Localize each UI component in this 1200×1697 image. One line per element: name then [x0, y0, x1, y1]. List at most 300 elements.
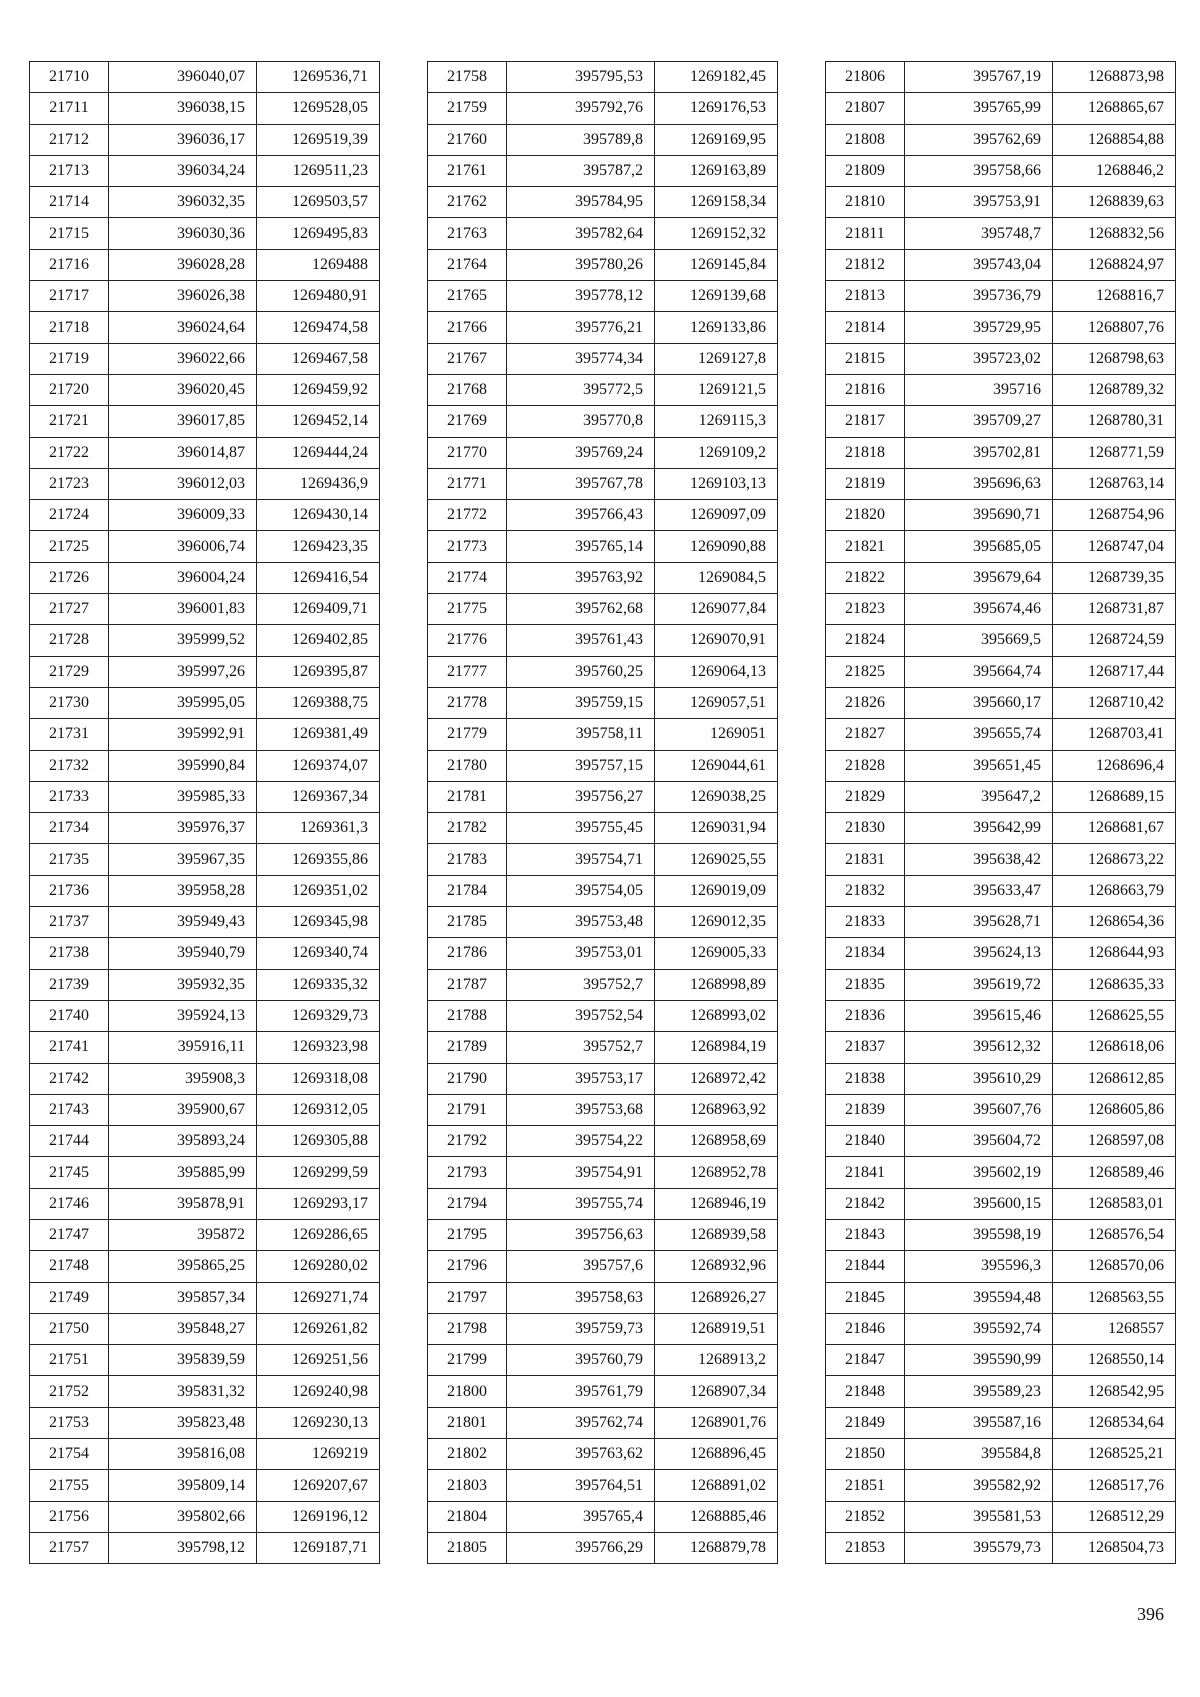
x-coordinate-cell: 395765,99 [905, 93, 1053, 124]
y-coordinate-cell: 1269402,85 [257, 625, 380, 656]
point-number-cell: 21813 [826, 281, 905, 312]
x-coordinate-cell: 395789,8 [507, 124, 655, 155]
x-coordinate-cell: 396004,24 [109, 562, 257, 593]
point-number-cell: 21719 [30, 343, 109, 374]
table-row [826, 625, 1176, 656]
point-number-cell: 21814 [826, 312, 905, 343]
point-number-cell: 21794 [428, 1188, 507, 1219]
y-coordinate-cell: 1268681,67 [1053, 813, 1176, 844]
y-coordinate-cell: 1269409,71 [257, 594, 380, 625]
table-row [826, 312, 1176, 343]
x-coordinate-cell: 395690,71 [905, 500, 1053, 531]
y-coordinate-cell: 1268703,41 [1053, 719, 1176, 750]
y-coordinate-cell: 1269459,92 [257, 374, 380, 405]
y-coordinate-cell: 1269388,75 [257, 687, 380, 718]
table-row [30, 687, 380, 718]
table-row [428, 1000, 778, 1031]
point-number-cell: 21716 [30, 249, 109, 280]
x-coordinate-cell: 395679,64 [905, 562, 1053, 593]
y-coordinate-cell: 1269367,34 [257, 781, 380, 812]
x-coordinate-cell: 395885,99 [109, 1157, 257, 1188]
x-coordinate-cell: 395587,16 [905, 1407, 1053, 1438]
point-number-cell: 21722 [30, 437, 109, 468]
point-number-cell: 21740 [30, 1000, 109, 1031]
table-row [30, 500, 380, 531]
point-number-cell: 21799 [428, 1345, 507, 1376]
y-coordinate-cell: 1268644,93 [1053, 938, 1176, 969]
table-row [826, 187, 1176, 218]
y-coordinate-cell: 1269286,65 [257, 1219, 380, 1250]
x-coordinate-cell: 395696,63 [905, 468, 1053, 499]
point-number-cell: 21831 [826, 844, 905, 875]
y-coordinate-cell: 1268839,63 [1053, 187, 1176, 218]
point-number-cell: 21783 [428, 844, 507, 875]
point-number-cell: 21800 [428, 1376, 507, 1407]
table-row [428, 594, 778, 625]
x-coordinate-cell: 395762,68 [507, 594, 655, 625]
x-coordinate-cell: 395764,51 [507, 1470, 655, 1501]
x-coordinate-cell: 395985,33 [109, 781, 257, 812]
point-number-cell: 21718 [30, 312, 109, 343]
table-row [428, 1251, 778, 1282]
table-row [826, 437, 1176, 468]
point-number-cell: 21752 [30, 1376, 109, 1407]
point-number-cell: 21851 [826, 1470, 905, 1501]
y-coordinate-cell: 1269374,07 [257, 750, 380, 781]
y-coordinate-cell: 1268993,02 [655, 1000, 778, 1031]
point-number-cell: 21721 [30, 406, 109, 437]
table-row [30, 1470, 380, 1501]
x-coordinate-cell: 396014,87 [109, 437, 257, 468]
x-coordinate-cell: 395702,81 [905, 437, 1053, 468]
point-number-cell: 21848 [826, 1376, 905, 1407]
point-number-cell: 21795 [428, 1219, 507, 1250]
table-row [428, 813, 778, 844]
y-coordinate-cell: 1269430,14 [257, 500, 380, 531]
point-number-cell: 21724 [30, 500, 109, 531]
table-row [30, 750, 380, 781]
x-coordinate-cell: 395628,71 [905, 907, 1053, 938]
x-coordinate-cell: 395589,23 [905, 1376, 1053, 1407]
y-coordinate-cell: 1269280,02 [257, 1251, 380, 1282]
y-coordinate-cell: 1269261,82 [257, 1313, 380, 1344]
y-coordinate-cell: 1268550,14 [1053, 1345, 1176, 1376]
table-row [30, 93, 380, 124]
table-row [30, 343, 380, 374]
point-number-cell: 21769 [428, 406, 507, 437]
x-coordinate-cell: 396034,24 [109, 155, 257, 186]
point-number-cell: 21820 [826, 500, 905, 531]
point-number-cell: 21733 [30, 781, 109, 812]
table-row [826, 1376, 1176, 1407]
point-number-cell: 21785 [428, 907, 507, 938]
table-row [30, 1157, 380, 1188]
point-number-cell: 21834 [826, 938, 905, 969]
point-number-cell: 21824 [826, 625, 905, 656]
point-number-cell: 21807 [826, 93, 905, 124]
y-coordinate-cell: 1268896,45 [655, 1439, 778, 1470]
table-row [30, 938, 380, 969]
y-coordinate-cell: 1268832,56 [1053, 218, 1176, 249]
table-row [826, 124, 1176, 155]
table-row [428, 93, 778, 124]
x-coordinate-cell: 395848,27 [109, 1313, 257, 1344]
y-coordinate-cell: 1269207,67 [257, 1470, 380, 1501]
y-coordinate-cell: 1268879,78 [655, 1532, 778, 1563]
point-number-cell: 21736 [30, 875, 109, 906]
point-number-cell: 21742 [30, 1063, 109, 1094]
point-number-cell: 21745 [30, 1157, 109, 1188]
y-coordinate-cell: 1268984,19 [655, 1032, 778, 1063]
point-number-cell: 21847 [826, 1345, 905, 1376]
table-row [30, 1188, 380, 1219]
x-coordinate-cell: 395651,45 [905, 750, 1053, 781]
y-coordinate-cell: 1269519,39 [257, 124, 380, 155]
table-row [826, 1439, 1176, 1470]
table-row [428, 218, 778, 249]
point-number-cell: 21791 [428, 1094, 507, 1125]
y-coordinate-cell: 1269240,98 [257, 1376, 380, 1407]
x-coordinate-cell: 395755,74 [507, 1188, 655, 1219]
table-row [826, 656, 1176, 687]
x-coordinate-cell: 395787,2 [507, 155, 655, 186]
table-row [428, 1032, 778, 1063]
x-coordinate-cell: 395780,26 [507, 249, 655, 280]
table-row [428, 187, 778, 218]
point-number-cell: 21805 [428, 1532, 507, 1563]
x-coordinate-cell: 395857,34 [109, 1282, 257, 1313]
table-row [826, 93, 1176, 124]
point-number-cell: 21770 [428, 437, 507, 468]
y-coordinate-cell: 1269012,35 [655, 907, 778, 938]
x-coordinate-cell: 395809,14 [109, 1470, 257, 1501]
table-row [826, 844, 1176, 875]
y-coordinate-cell: 1269467,58 [257, 343, 380, 374]
x-coordinate-cell: 395762,69 [905, 124, 1053, 155]
table-row [428, 155, 778, 186]
table-row [826, 1126, 1176, 1157]
table-row [428, 468, 778, 499]
table-row [826, 1188, 1176, 1219]
y-coordinate-cell: 1268504,73 [1053, 1532, 1176, 1563]
table-row [428, 844, 778, 875]
point-number-cell: 21822 [826, 562, 905, 593]
y-coordinate-cell: 1268754,96 [1053, 500, 1176, 531]
x-coordinate-cell: 396036,17 [109, 124, 257, 155]
y-coordinate-cell: 1268919,51 [655, 1313, 778, 1344]
point-number-cell: 21826 [826, 687, 905, 718]
point-number-cell: 21777 [428, 656, 507, 687]
table-row [428, 750, 778, 781]
x-coordinate-cell: 395792,76 [507, 93, 655, 124]
point-number-cell: 21781 [428, 781, 507, 812]
y-coordinate-cell: 1269219 [257, 1439, 380, 1470]
x-coordinate-cell: 395755,45 [507, 813, 655, 844]
table-row [30, 625, 380, 656]
x-coordinate-cell: 395878,91 [109, 1188, 257, 1219]
x-coordinate-cell: 395940,79 [109, 938, 257, 969]
table-row [428, 500, 778, 531]
table-row [428, 249, 778, 280]
y-coordinate-cell: 1269019,09 [655, 875, 778, 906]
point-number-cell: 21729 [30, 656, 109, 687]
x-coordinate-cell: 395839,59 [109, 1345, 257, 1376]
table-row [30, 531, 380, 562]
x-coordinate-cell: 395612,32 [905, 1032, 1053, 1063]
y-coordinate-cell: 1268583,01 [1053, 1188, 1176, 1219]
table-row [428, 562, 778, 593]
table-row [30, 468, 380, 499]
x-coordinate-cell: 395908,3 [109, 1063, 257, 1094]
point-number-cell: 21823 [826, 594, 905, 625]
x-coordinate-cell: 395976,37 [109, 813, 257, 844]
y-coordinate-cell: 1269025,55 [655, 844, 778, 875]
table-row [30, 187, 380, 218]
table-row [826, 969, 1176, 1000]
point-number-cell: 21816 [826, 374, 905, 405]
y-coordinate-cell: 1269511,23 [257, 155, 380, 186]
y-coordinate-cell: 1269299,59 [257, 1157, 380, 1188]
x-coordinate-cell: 395729,95 [905, 312, 1053, 343]
table-row [428, 656, 778, 687]
table-row [428, 719, 778, 750]
table-row [826, 249, 1176, 280]
table-row [826, 719, 1176, 750]
point-number-cell: 21840 [826, 1126, 905, 1157]
y-coordinate-cell: 1268731,87 [1053, 594, 1176, 625]
x-coordinate-cell: 395761,43 [507, 625, 655, 656]
x-coordinate-cell: 395642,99 [905, 813, 1053, 844]
y-coordinate-cell: 1269176,53 [655, 93, 778, 124]
point-number-cell: 21741 [30, 1032, 109, 1063]
x-coordinate-cell: 395709,27 [905, 406, 1053, 437]
x-coordinate-cell: 395759,73 [507, 1313, 655, 1344]
point-number-cell: 21748 [30, 1251, 109, 1282]
table-row [30, 813, 380, 844]
table-row [30, 1063, 380, 1094]
y-coordinate-cell: 1268789,32 [1053, 374, 1176, 405]
table-row [30, 781, 380, 812]
table-row [428, 625, 778, 656]
x-coordinate-cell: 395761,79 [507, 1376, 655, 1407]
x-coordinate-cell: 395778,12 [507, 281, 655, 312]
x-coordinate-cell: 395753,17 [507, 1063, 655, 1094]
x-coordinate-cell: 395760,25 [507, 656, 655, 687]
x-coordinate-cell: 395757,6 [507, 1251, 655, 1282]
point-number-cell: 21780 [428, 750, 507, 781]
table-row [826, 1345, 1176, 1376]
x-coordinate-cell: 395765,4 [507, 1501, 655, 1532]
x-coordinate-cell: 395900,67 [109, 1094, 257, 1125]
x-coordinate-cell: 395770,8 [507, 406, 655, 437]
y-coordinate-cell: 1268605,86 [1053, 1094, 1176, 1125]
point-number-cell: 21843 [826, 1219, 905, 1250]
y-coordinate-cell: 1268873,98 [1053, 62, 1176, 93]
table-row [30, 1032, 380, 1063]
y-coordinate-cell: 1269133,86 [655, 312, 778, 343]
x-coordinate-cell: 395753,91 [905, 187, 1053, 218]
point-number-cell: 21825 [826, 656, 905, 687]
x-coordinate-cell: 395802,66 [109, 1501, 257, 1532]
table-row [826, 1157, 1176, 1188]
y-coordinate-cell: 1269187,71 [257, 1532, 380, 1563]
table-row [826, 594, 1176, 625]
y-coordinate-cell: 1269097,09 [655, 500, 778, 531]
y-coordinate-cell: 1268589,46 [1053, 1157, 1176, 1188]
y-coordinate-cell: 1269444,24 [257, 437, 380, 468]
x-coordinate-cell: 395624,13 [905, 938, 1053, 969]
x-coordinate-cell: 395633,47 [905, 875, 1053, 906]
table-row [826, 687, 1176, 718]
y-coordinate-cell: 1269312,05 [257, 1094, 380, 1125]
coordinate-table-body [826, 62, 1176, 1564]
table-row [428, 1313, 778, 1344]
point-number-cell: 21728 [30, 625, 109, 656]
x-coordinate-cell: 395596,3 [905, 1251, 1053, 1282]
point-number-cell: 21827 [826, 719, 905, 750]
point-number-cell: 21732 [30, 750, 109, 781]
table-row [826, 218, 1176, 249]
point-number-cell: 21786 [428, 938, 507, 969]
y-coordinate-cell: 1269528,05 [257, 93, 380, 124]
point-number-cell: 21771 [428, 468, 507, 499]
point-number-cell: 21778 [428, 687, 507, 718]
x-coordinate-cell: 395716 [905, 374, 1053, 405]
x-coordinate-cell: 395756,63 [507, 1219, 655, 1250]
y-coordinate-cell: 1268913,2 [655, 1345, 778, 1376]
point-number-cell: 21766 [428, 312, 507, 343]
y-coordinate-cell: 1268824,97 [1053, 249, 1176, 280]
y-coordinate-cell: 1268998,89 [655, 969, 778, 1000]
point-number-cell: 21804 [428, 1501, 507, 1532]
x-coordinate-cell: 395795,53 [507, 62, 655, 93]
x-coordinate-cell: 395619,72 [905, 969, 1053, 1000]
x-coordinate-cell: 395758,63 [507, 1282, 655, 1313]
y-coordinate-cell: 1269077,84 [655, 594, 778, 625]
table-row [30, 374, 380, 405]
x-coordinate-cell: 395823,48 [109, 1407, 257, 1438]
point-number-cell: 21761 [428, 155, 507, 186]
point-number-cell: 21844 [826, 1251, 905, 1282]
point-number-cell: 21714 [30, 187, 109, 218]
table-row [428, 343, 778, 374]
point-number-cell: 21776 [428, 625, 507, 656]
y-coordinate-cell: 1269103,13 [655, 468, 778, 499]
point-number-cell: 21756 [30, 1501, 109, 1532]
table-row [30, 875, 380, 906]
y-coordinate-cell: 1269169,95 [655, 124, 778, 155]
x-coordinate-cell: 395664,74 [905, 656, 1053, 687]
y-coordinate-cell: 1268724,59 [1053, 625, 1176, 656]
table-row [428, 1439, 778, 1470]
point-number-cell: 21792 [428, 1126, 507, 1157]
point-number-cell: 21760 [428, 124, 507, 155]
y-coordinate-cell: 1269057,51 [655, 687, 778, 718]
table-row [30, 406, 380, 437]
x-coordinate-cell: 395590,99 [905, 1345, 1053, 1376]
coordinate-table [825, 61, 1176, 1564]
x-coordinate-cell: 396030,36 [109, 218, 257, 249]
table-row [428, 1219, 778, 1250]
y-coordinate-cell: 1269351,02 [257, 875, 380, 906]
y-coordinate-cell: 1268854,88 [1053, 124, 1176, 155]
y-coordinate-cell: 1268696,4 [1053, 750, 1176, 781]
y-coordinate-cell: 1268542,95 [1053, 1376, 1176, 1407]
y-coordinate-cell: 1269090,88 [655, 531, 778, 562]
point-number-cell: 21713 [30, 155, 109, 186]
table-row [30, 1000, 380, 1031]
y-coordinate-cell: 1268747,04 [1053, 531, 1176, 562]
point-number-cell: 21711 [30, 93, 109, 124]
table-row [30, 1439, 380, 1470]
x-coordinate-cell: 395763,62 [507, 1439, 655, 1470]
x-coordinate-cell: 396026,38 [109, 281, 257, 312]
y-coordinate-cell: 1269503,57 [257, 187, 380, 218]
x-coordinate-cell: 395602,19 [905, 1157, 1053, 1188]
point-number-cell: 21774 [428, 562, 507, 593]
x-coordinate-cell: 395999,52 [109, 625, 257, 656]
x-coordinate-cell: 395581,53 [905, 1501, 1053, 1532]
y-coordinate-cell: 1268576,54 [1053, 1219, 1176, 1250]
x-coordinate-cell: 395754,05 [507, 875, 655, 906]
y-coordinate-cell: 1269436,9 [257, 468, 380, 499]
y-coordinate-cell: 1269361,3 [257, 813, 380, 844]
y-coordinate-cell: 1268618,06 [1053, 1032, 1176, 1063]
x-coordinate-cell: 395765,14 [507, 531, 655, 562]
table-row [826, 1219, 1176, 1250]
y-coordinate-cell: 1268958,69 [655, 1126, 778, 1157]
x-coordinate-cell: 396038,15 [109, 93, 257, 124]
y-coordinate-cell: 1269163,89 [655, 155, 778, 186]
y-coordinate-cell: 1269084,5 [655, 562, 778, 593]
x-coordinate-cell: 395655,74 [905, 719, 1053, 750]
table-row [30, 594, 380, 625]
x-coordinate-cell: 395932,35 [109, 969, 257, 1000]
point-number-cell: 21790 [428, 1063, 507, 1094]
point-number-cell: 21738 [30, 938, 109, 969]
y-coordinate-cell: 1269044,61 [655, 750, 778, 781]
point-number-cell: 21849 [826, 1407, 905, 1438]
table-row [826, 374, 1176, 405]
y-coordinate-cell: 1268865,67 [1053, 93, 1176, 124]
y-coordinate-cell: 1268771,59 [1053, 437, 1176, 468]
y-coordinate-cell: 1269536,71 [257, 62, 380, 93]
point-number-cell: 21842 [826, 1188, 905, 1219]
y-coordinate-cell: 1268939,58 [655, 1219, 778, 1250]
y-coordinate-cell: 1269329,73 [257, 1000, 380, 1031]
point-number-cell: 21758 [428, 62, 507, 93]
point-number-cell: 21772 [428, 500, 507, 531]
point-number-cell: 21727 [30, 594, 109, 625]
table-row [428, 1532, 778, 1563]
x-coordinate-cell: 395669,5 [905, 625, 1053, 656]
point-number-cell: 21830 [826, 813, 905, 844]
x-coordinate-cell: 395582,92 [905, 1470, 1053, 1501]
y-coordinate-cell: 1268972,42 [655, 1063, 778, 1094]
table-row [826, 1407, 1176, 1438]
x-coordinate-cell: 396024,64 [109, 312, 257, 343]
point-number-cell: 21838 [826, 1063, 905, 1094]
point-number-cell: 21759 [428, 93, 507, 124]
point-number-cell: 21796 [428, 1251, 507, 1282]
table-row [826, 1063, 1176, 1094]
point-number-cell: 21746 [30, 1188, 109, 1219]
table-row [30, 62, 380, 93]
x-coordinate-cell: 395763,92 [507, 562, 655, 593]
point-number-cell: 21850 [826, 1439, 905, 1470]
table-row [30, 1251, 380, 1282]
point-number-cell: 21739 [30, 969, 109, 1000]
